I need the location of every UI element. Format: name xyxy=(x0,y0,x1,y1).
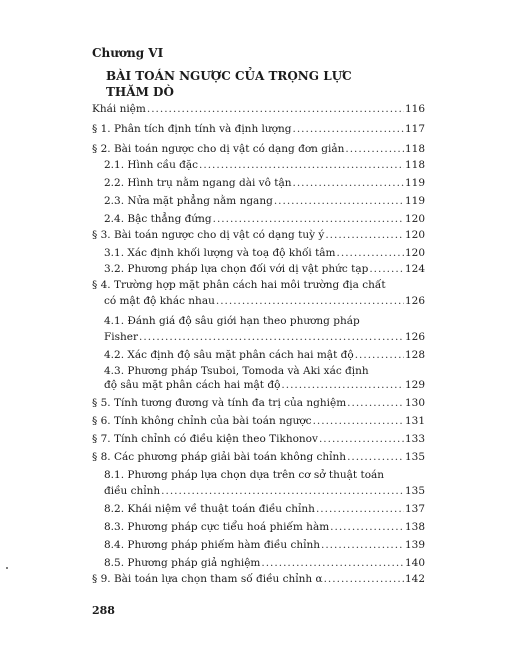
toc-entry xyxy=(104,554,425,570)
toc-entry-title: § 6. Tính không chỉnh của bài toán ngược xyxy=(92,415,312,427)
toc-leader-dots xyxy=(281,379,404,392)
toc-leader-dots xyxy=(355,349,404,362)
toc-entry-page: 131 xyxy=(404,415,425,427)
page-number: 288 xyxy=(92,604,115,617)
toc-entry xyxy=(92,448,425,464)
toc-entry-title: 8.1. Phương pháp lựa chọn dựa trên cơ sở thuật toán xyxy=(104,469,385,481)
toc-leader-dots xyxy=(261,557,404,570)
toc-entry-title: § 4. Trường hợp mặt phân cách hai môi trường địa chất xyxy=(92,279,386,291)
toc-entry-title: § 9. Bài toán lựa chọn tham số điều chỉnh α xyxy=(92,573,323,585)
toc-entry xyxy=(104,156,425,172)
toc-entry-page: 130 xyxy=(404,397,425,409)
toc-entry xyxy=(104,244,425,260)
toc-entry xyxy=(104,312,425,328)
toc-entry xyxy=(92,570,425,586)
toc-entry-page: 142 xyxy=(404,573,425,585)
toc-entry-title: 4.3. Phương pháp Tsuboi, Tomoda và Aki xác định xyxy=(104,365,369,377)
toc-entry xyxy=(104,466,425,482)
toc-entry xyxy=(92,140,425,156)
toc-entry-page: 116 xyxy=(404,103,425,115)
toc-entry-page: 139 xyxy=(404,539,425,551)
toc-leader-dots xyxy=(274,195,404,208)
toc-entry-page: 120 xyxy=(404,247,425,259)
toc-entry-title: 8.2. Khái niệm về thuật toán điều chỉnh xyxy=(104,503,315,515)
chapter-label: Chương VI xyxy=(92,46,164,60)
toc-entry xyxy=(104,292,425,308)
toc-entry-title: § 1. Phân tích định tính và định lượng xyxy=(92,123,292,135)
toc-entry-title: 2.3. Nửa mặt phẳng nằm ngang xyxy=(104,195,273,207)
toc-leader-dots xyxy=(325,229,404,242)
toc-entry xyxy=(104,536,425,552)
toc-entry xyxy=(92,276,425,292)
toc-entry-title: Fisher xyxy=(104,331,139,343)
toc-entry-title: 4.1. Đánh giá độ sâu giới hạn theo phương pháp xyxy=(104,315,360,327)
toc-entry xyxy=(92,412,425,428)
toc-leader-dots xyxy=(161,485,404,498)
toc-entry xyxy=(92,120,425,136)
toc-entry-page: 117 xyxy=(404,123,425,135)
toc-entry-title: độ sâu mặt phân cách hai mật độ xyxy=(104,379,281,391)
toc-entry-page: 124 xyxy=(404,263,425,275)
scan-speck xyxy=(6,567,8,569)
toc-entry-page: 137 xyxy=(404,503,425,515)
toc-entry-title: 3.1. Xác định khối lượng và toạ độ khối tâm xyxy=(104,247,336,259)
toc-leader-dots xyxy=(369,263,404,276)
toc-entry-page: 128 xyxy=(404,349,425,361)
toc-entry xyxy=(104,346,425,362)
toc-entry xyxy=(104,500,425,516)
toc-entry xyxy=(104,192,425,208)
toc-entry-page: 126 xyxy=(404,331,425,343)
toc-leader-dots xyxy=(321,539,404,552)
chapter-title xyxy=(106,68,406,100)
toc-leader-dots xyxy=(213,213,404,226)
toc-entry-title: § 5. Tính tương đương và tính đa trị của nghiệm xyxy=(92,397,347,409)
toc-leader-dots xyxy=(292,123,403,136)
toc-entry xyxy=(104,260,425,276)
chapter-title-line2: THĂM DÒ xyxy=(106,85,174,99)
toc-entry-title: Khái niệm xyxy=(92,103,146,115)
toc-leader-dots xyxy=(199,159,404,172)
toc-leader-dots xyxy=(139,331,404,344)
toc-entry xyxy=(104,518,425,534)
toc-leader-dots xyxy=(319,433,404,446)
toc-entry xyxy=(92,430,425,446)
toc-entry-page: 138 xyxy=(404,521,425,533)
toc-entry-title: 8.5. Phương pháp giả nghiệm xyxy=(104,557,261,569)
toc-entry-title: § 3. Bài toán ngược cho dị vật có dạng tuỳ ý xyxy=(92,229,325,241)
toc-leader-dots xyxy=(345,143,404,156)
toc-entry xyxy=(104,210,425,226)
toc-entry xyxy=(104,174,425,190)
toc-entry xyxy=(104,328,425,344)
toc-entry-title: 2.2. Hình trụ nằm ngang dài vô tận xyxy=(104,177,292,189)
toc-entry xyxy=(92,226,425,242)
toc-entry-page: 133 xyxy=(404,433,425,445)
toc-entry-title: 3.2. Phương pháp lựa chọn đối với dị vật phức tạp xyxy=(104,263,369,275)
toc-leader-dots xyxy=(292,177,403,190)
toc-entry xyxy=(104,482,425,498)
toc-leader-dots xyxy=(147,103,404,116)
toc-entry-title: 8.3. Phương pháp cực tiểu hoá phiếm hàm xyxy=(104,521,330,533)
toc-entry-page: 119 xyxy=(404,195,425,207)
toc-entry-title: 2.1. Hình cầu đặc xyxy=(104,159,199,171)
toc-entry-page: 120 xyxy=(404,213,425,225)
toc-entry-page: 129 xyxy=(404,379,425,391)
toc-leader-dots xyxy=(347,451,404,464)
toc-entry-title: có mật độ khác nhau xyxy=(104,295,215,307)
toc-entry-page: 135 xyxy=(404,485,425,497)
toc-entry-title: 2.4. Bậc thẳng đứng xyxy=(104,213,212,225)
toc-entry-title: điều chỉnh xyxy=(104,485,161,497)
toc-entry xyxy=(104,376,425,392)
toc-leader-dots xyxy=(324,573,404,586)
toc-entry-page: 119 xyxy=(404,177,425,189)
toc-entry-title: § 8. Các phương pháp giải bài toán không chỉnh xyxy=(92,451,347,463)
toc-leader-dots xyxy=(216,295,404,308)
toc-entry-page: 120 xyxy=(404,229,425,241)
toc-leader-dots xyxy=(347,397,404,410)
toc-leader-dots xyxy=(313,415,404,428)
toc-entry-title: § 7. Tính chỉnh có điều kiện theo Tikhonov xyxy=(92,433,318,445)
toc-entry-title: 4.2. Xác định độ sâu mặt phân cách hai mật độ xyxy=(104,349,354,361)
toc-entry-page: 118 xyxy=(404,159,425,171)
toc-entry-page: 140 xyxy=(404,557,425,569)
toc-entry-title: § 2. Bài toán ngược cho dị vật có dạng đơn giản xyxy=(92,143,345,155)
toc-entry-page: 135 xyxy=(404,451,425,463)
chapter-title-line1: BÀI TOÁN NGƯỢC CỦA TRỌNG LỰC xyxy=(106,69,352,83)
toc-entry-page: 118 xyxy=(404,143,425,155)
toc-entry-page: 126 xyxy=(404,295,425,307)
toc-entry-title: 8.4. Phương pháp phiếm hàm điều chỉnh xyxy=(104,539,320,551)
toc-leader-dots xyxy=(330,521,404,534)
toc-leader-dots xyxy=(316,503,404,516)
toc-entry xyxy=(92,100,425,116)
toc-entry xyxy=(92,394,425,410)
toc-leader-dots xyxy=(337,247,404,260)
